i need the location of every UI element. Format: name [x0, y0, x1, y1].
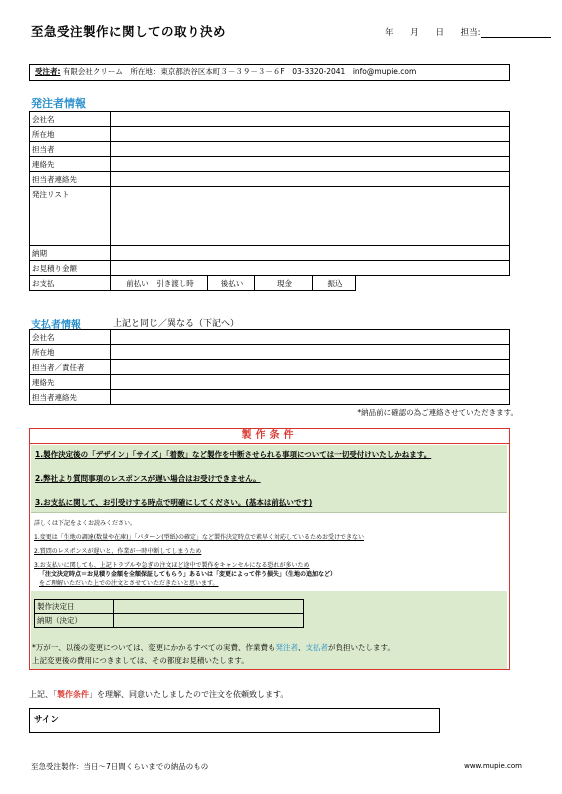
condition-detail: をご理解いただいた上での注文とさせていただきたいと思います。	[39, 580, 219, 587]
payer-same-option[interactable]: 上記と同じ／異なる（下記へ）	[113, 319, 240, 329]
orderer-person-contact-field[interactable]	[111, 172, 510, 187]
orderer-company-field[interactable]	[111, 112, 510, 127]
note-orderer: 発注者	[275, 643, 298, 652]
payer-note: *納品前に確認の為ご連絡させていただきます。	[357, 408, 518, 417]
payer-person-field[interactable]	[111, 360, 510, 375]
orderer-address-field[interactable]	[111, 127, 510, 142]
signature-label: サイン	[34, 715, 59, 725]
payer-contact-field[interactable]	[111, 375, 510, 390]
payer-row-label: 担当者連絡先	[30, 390, 111, 405]
orderer-row-label: 納期	[30, 246, 111, 261]
page-title: 至急受注製作に関しての取り決め	[31, 24, 227, 39]
orderer-row-label: 担当者連絡先	[30, 172, 111, 187]
payer-row-label: 担当者／責任者	[30, 360, 111, 375]
conditions-intro: 詳しくは下記をよくお読みください。	[34, 520, 137, 527]
orderer-row-label: 会社名	[30, 112, 111, 127]
receiver-info	[29, 64, 510, 81]
deadline-decided-field[interactable]	[114, 614, 304, 628]
orderer-row-label: 発注リスト	[30, 187, 111, 246]
payment-label: お支払	[30, 276, 111, 291]
payer-address-field[interactable]	[111, 345, 510, 360]
payer-row-label: 連絡先	[30, 375, 111, 390]
note-payer: 支払者	[305, 643, 328, 652]
conditions-note: *万が一、以後の変更については、変更にかかるすべての実費、作業費も発注者、支払者が負担いたします。	[32, 643, 395, 652]
decision-date-label: 製作決定日	[35, 600, 114, 614]
condition-detail: 2.質問のレスポンスが遅いと、作業が一時中断してしまうため	[34, 548, 202, 555]
orderer-row-label: 担当者	[30, 142, 111, 157]
conditions-note2: 上記変更後の費用につきましては、その都度お見積いたします。	[32, 656, 249, 665]
orderer-list-field[interactable]	[111, 187, 510, 246]
orderer-row-label: お見積り金額	[30, 261, 111, 276]
condition-detail: 「注文決定時点＝お見積り金額を全額保証してもらう」あるいは「変更によって伴う損失」（生地の追加など）	[39, 571, 337, 578]
condition-item: 1.製作決定後の「デザイン」「サイズ」「着数」など製作を中断させられる事項については一切受付けいたしかねます。	[35, 450, 432, 459]
month-label: 月	[410, 28, 419, 38]
orderer-estimate-field[interactable]	[111, 261, 510, 276]
conditions-main-items	[31, 445, 507, 513]
footer-description: 至急受注製作：当日～7日間くらいまでの納品のもの	[31, 762, 209, 771]
person-field[interactable]	[481, 28, 551, 38]
condition-item: 2.弊社より質問事項のレスポンスが遅い場合はお受けできません。	[35, 474, 261, 483]
year-label: 年	[385, 28, 394, 38]
orderer-deadline-field[interactable]	[111, 246, 510, 261]
condition-detail: 3.お支払いに関しても、上記トラブルや急ぎの注文ほど途中で製作をキャンセルになる恐れが多いため	[34, 562, 310, 569]
day-label: 日	[435, 28, 444, 38]
receiver-label: 受注者:	[35, 67, 61, 76]
payment-option-cash[interactable]: 現金	[255, 276, 313, 291]
person-label: 担当:	[460, 28, 481, 38]
conditions-title: 製作条件	[30, 429, 509, 444]
payer-table	[29, 329, 510, 405]
deadline-decided-label: 納期（決定）	[35, 614, 114, 628]
orderer-row-label: 連絡先	[30, 157, 111, 172]
signature-field[interactable]	[29, 708, 440, 733]
payment-option-prepay[interactable]: 前払い 引き渡し時	[111, 276, 208, 291]
condition-item: 3.お支払に関して、お引受けする時点で明確にしてください。(基本は前払いです)	[35, 498, 313, 507]
conditions-box	[29, 428, 510, 670]
orderer-person-field[interactable]	[111, 142, 510, 157]
conditions-fields-table	[34, 599, 304, 628]
payer-company-field[interactable]	[111, 330, 510, 345]
orderer-row-label: 所在地	[30, 127, 111, 142]
footer-website: www.mupie.com	[464, 762, 522, 770]
payer-section-title: 支払者情報	[31, 320, 81, 331]
orderer-contact-field[interactable]	[111, 157, 510, 172]
payer-row-label: 所在地	[30, 345, 111, 360]
conditions-fields-area	[31, 591, 507, 669]
agreement-highlight: 製作条件	[57, 690, 89, 699]
payment-option-transfer[interactable]: 振込	[313, 276, 356, 291]
date-person-fields	[385, 26, 551, 38]
orderer-section-title: 発注者情報	[31, 97, 86, 110]
payment-option-postpay[interactable]: 後払い	[208, 276, 255, 291]
decision-date-field[interactable]	[114, 600, 304, 614]
payer-person-contact-field[interactable]	[111, 390, 510, 405]
agreement-text: 上記、「製作条件」を理解、同意いたしましたので注文を依頼致します。	[29, 690, 289, 699]
orderer-table	[29, 111, 510, 291]
condition-detail: 1.変更は「生地の調達(数量や在庫)」「パターン(型紙)の確定」など製作決定時点で素早く対応しているためお受けできない	[34, 534, 364, 541]
payer-row-label: 会社名	[30, 330, 111, 345]
receiver-text: 有限会社クリーム 所在地：東京都渋谷区本町３－３９－３－６F 03-3320-2041 info@mupie.com	[60, 67, 417, 76]
